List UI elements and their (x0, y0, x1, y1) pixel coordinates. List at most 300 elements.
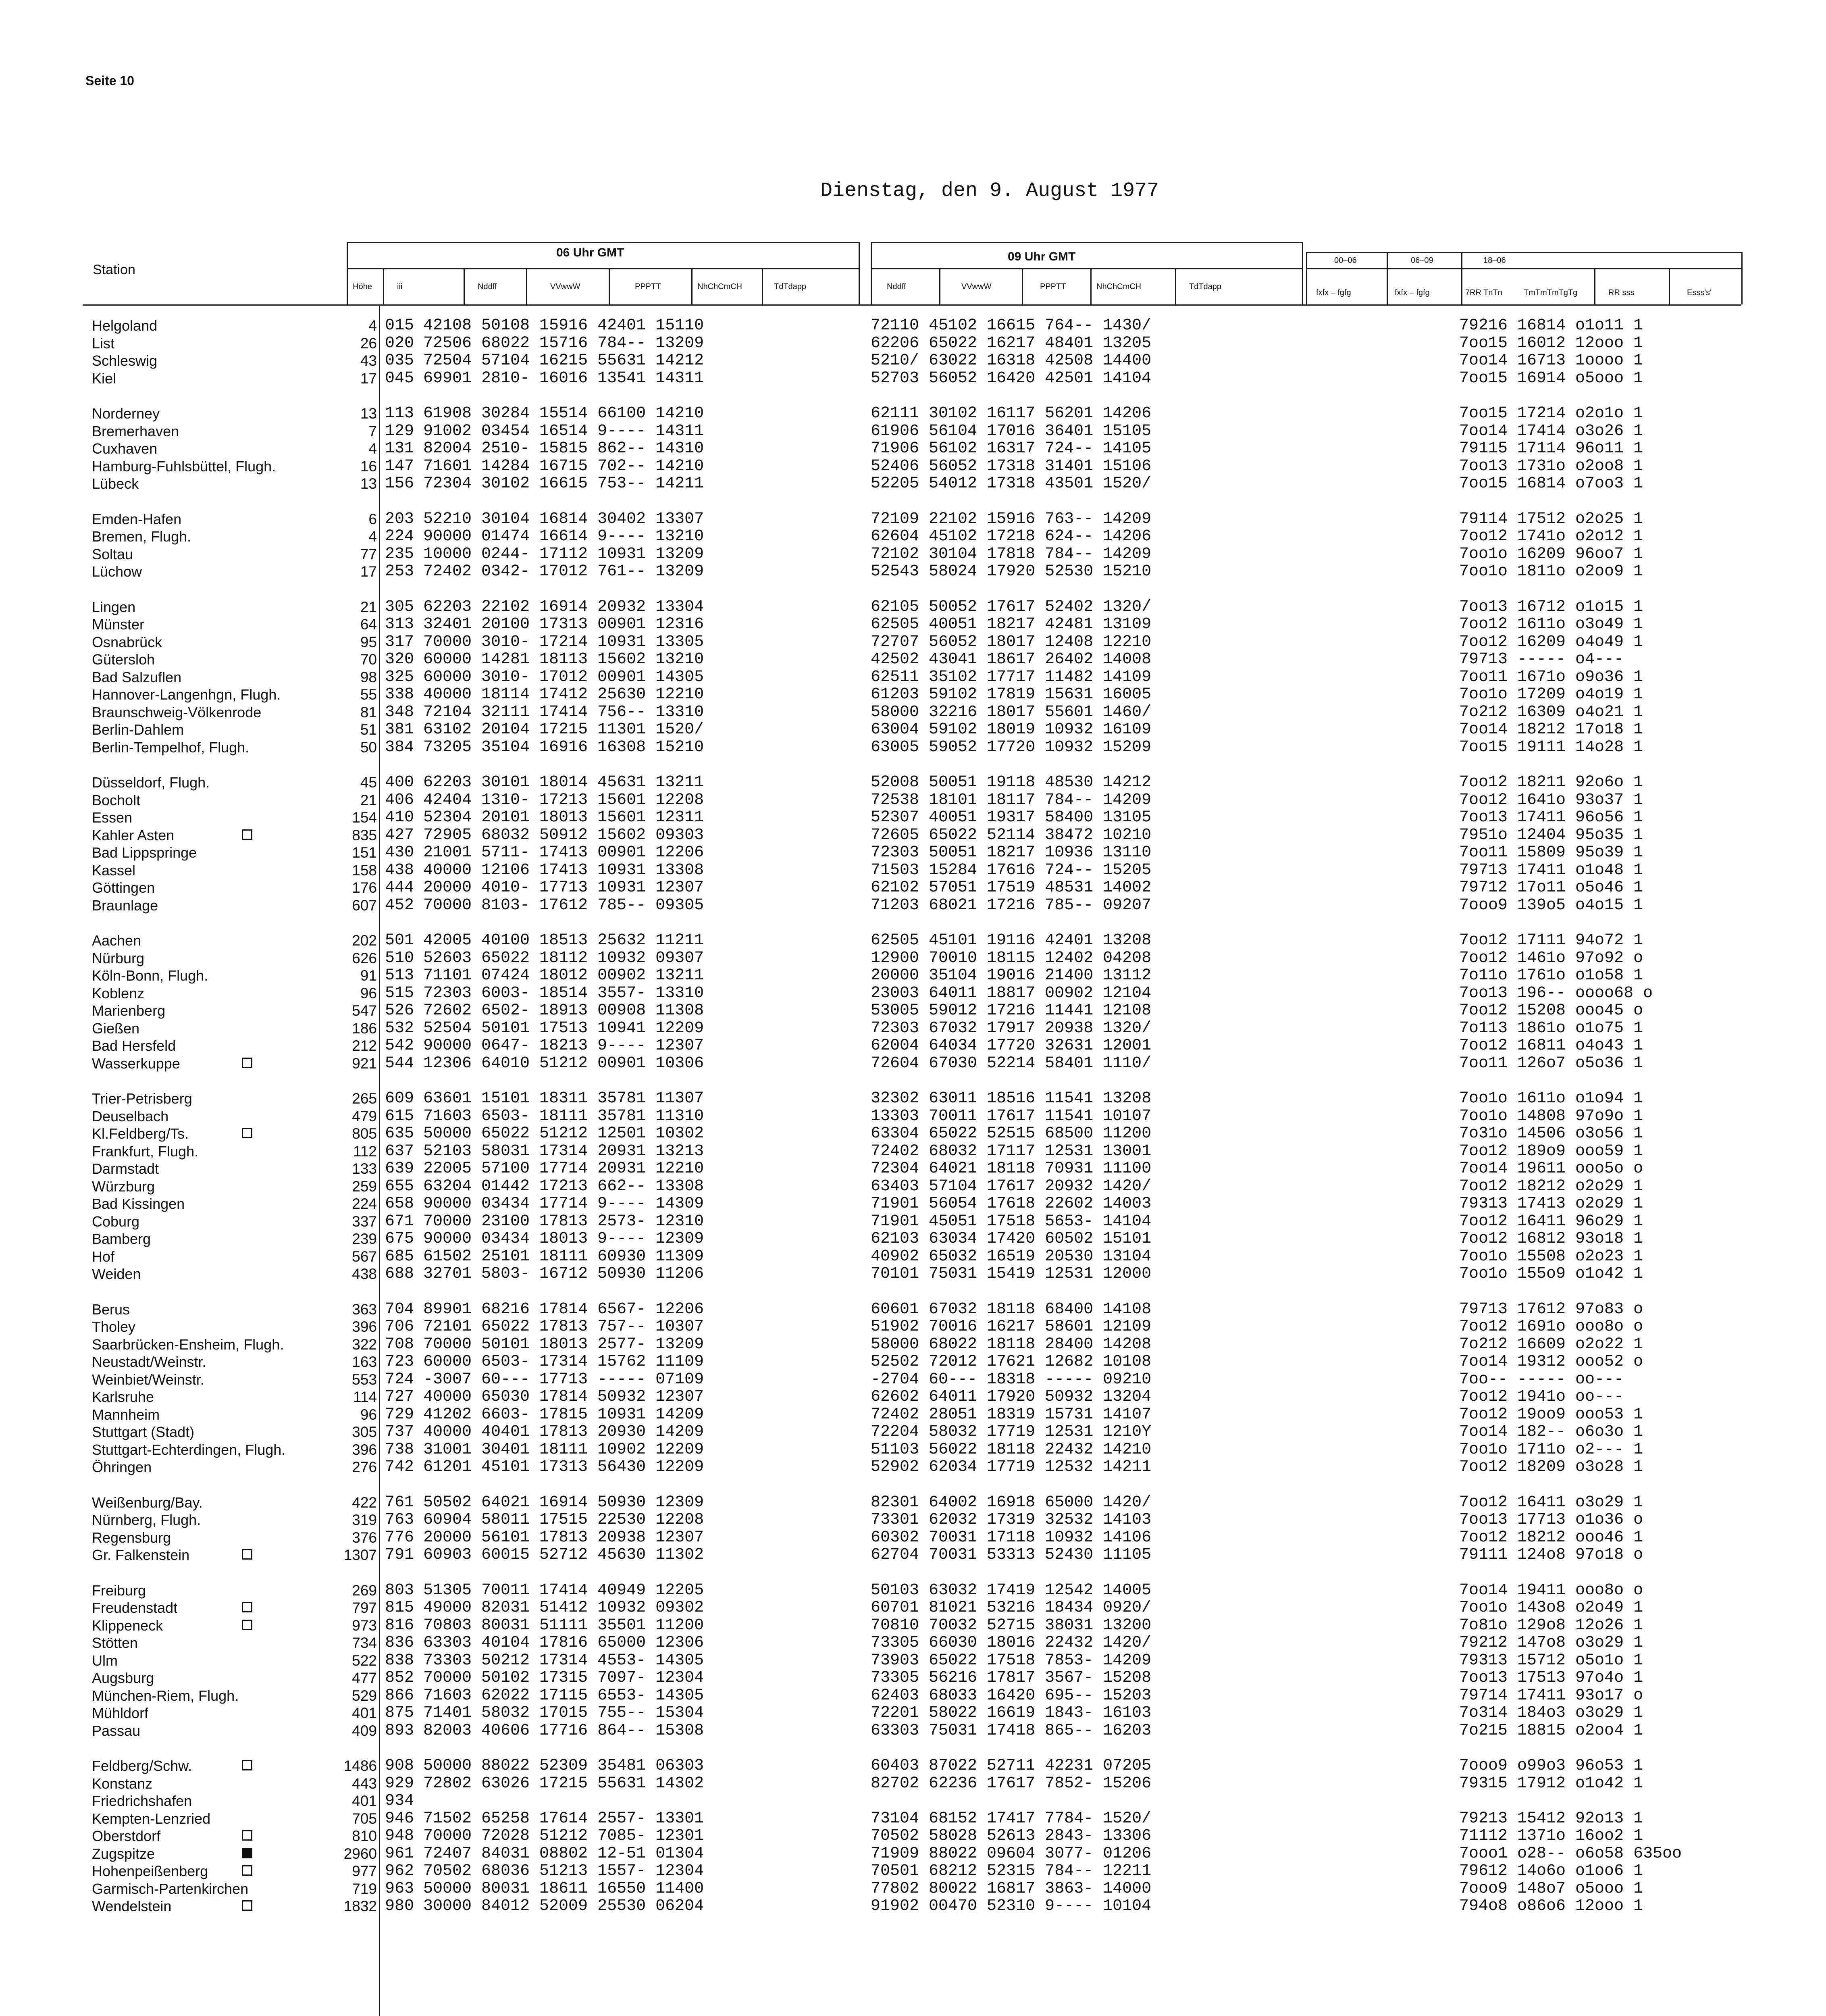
station-id: 203 (385, 510, 414, 528)
table-row (0, 439, 1826, 458)
station-name: Tholey (92, 1318, 136, 1335)
obs-09: 73104 68152 17417 7784- 1520/ (871, 1809, 1152, 1828)
obs-09: 62103 63034 17420 60502 15101 (871, 1230, 1152, 1248)
station-name: Hohenpeißenberg (92, 1863, 208, 1879)
table-row (0, 1406, 1826, 1424)
station-id: 658 (385, 1195, 414, 1213)
obs-06: 52210 30104 16814 30402 13307 (423, 510, 704, 528)
station-height: 45 (360, 774, 377, 791)
table-row (0, 1019, 1826, 1037)
station-height: 529 (352, 1687, 377, 1704)
station-id: 763 (385, 1511, 414, 1529)
obs-09: 60302 70031 17118 10932 14106 (871, 1528, 1152, 1547)
obs-06: 82004 2510- 15815 862-- 14310 (423, 439, 704, 458)
station-height: 176 (352, 879, 377, 896)
table-row (0, 1827, 1826, 1845)
table-row (0, 1774, 1826, 1793)
station-height: 43 (360, 352, 377, 369)
table-row (0, 773, 1826, 791)
station-height: 401 (352, 1705, 377, 1721)
table-row (0, 1054, 1826, 1073)
station-height: 810 (352, 1828, 377, 1844)
table-row (0, 1248, 1826, 1266)
obs-summary: 7oo12 1741o o2o12 1 (1459, 527, 1643, 546)
table-row (0, 1493, 1826, 1512)
square-icon (242, 1830, 252, 1841)
obs-09: 71901 45051 17518 5653- 14104 (871, 1212, 1152, 1231)
table-row (0, 896, 1826, 914)
station-id: 020 (385, 334, 414, 352)
obs-06: 71601 14284 16715 702-- 14210 (423, 457, 704, 475)
station-name: Hof (92, 1248, 115, 1265)
station-name: Zugspitze (92, 1845, 155, 1862)
table-row (0, 1687, 1826, 1705)
station-height: 7 (368, 423, 377, 439)
station-height: 835 (352, 827, 377, 843)
station-id: 934 (385, 1792, 414, 1810)
obs-summary: 79111 124o8 97o18 o (1459, 1546, 1643, 1564)
col-hoehe: Höhe (353, 282, 372, 291)
obs-06: 72101 65022 17813 757-- 10307 (423, 1318, 704, 1336)
station-name: Lüchow (92, 563, 142, 580)
obs-summary: 7oo1o 14808 97o9o 1 (1459, 1107, 1643, 1125)
station-id: 724 (385, 1370, 414, 1389)
obs-09: 72110 45102 16615 764-- 1430/ (871, 317, 1152, 335)
obs-06: 72303 6003- 18514 3557- 13310 (423, 984, 704, 1002)
obs-09: 63303 75031 17418 865-- 16203 (871, 1721, 1152, 1740)
station-name: Bad Kissingen (92, 1195, 185, 1212)
obs-09: 58000 32216 18017 55601 1460/ (871, 703, 1152, 721)
table-row (0, 1195, 1826, 1213)
station-id: 929 (385, 1774, 414, 1793)
station-height: 64 (360, 616, 377, 633)
station-name: Nürnberg, Flugh. (92, 1512, 201, 1528)
station-height: 1832 (343, 1898, 377, 1914)
obs-06: 72602 6502- 18913 00908 11308 (423, 1002, 704, 1020)
station-name: Saarbrücken-Ensheim, Flugh. (92, 1336, 284, 1353)
obs-summary: 7oo1o 155o9 o1o42 1 (1459, 1265, 1643, 1283)
obs-06: 60000 14281 18113 15602 13210 (423, 650, 704, 669)
station-height: 805 (352, 1125, 377, 1142)
station-id: 430 (385, 843, 414, 862)
table-row (0, 1177, 1826, 1195)
obs-06: 41202 6603- 17815 10931 14209 (423, 1405, 704, 1424)
station-height: 797 (352, 1599, 377, 1616)
station-height: 13 (360, 405, 377, 422)
obs-09: 73305 66030 18016 22432 1420/ (871, 1634, 1152, 1652)
obs-06: 20000 56101 17813 20938 12307 (423, 1528, 704, 1547)
obs-06: 60000 3010- 17012 00901 14305 (423, 668, 704, 686)
sub-fxfx-1: fxfx – fgfg (1316, 288, 1351, 297)
obs-summary: 7oo12 16411 o3o29 1 (1459, 1493, 1643, 1512)
station-height: 705 (352, 1810, 377, 1827)
obs-06: 72104 32111 17414 756-- 13310 (423, 703, 704, 721)
station-id: 253 (385, 562, 414, 581)
obs-06: 71603 62022 17115 6553- 14305 (423, 1686, 704, 1705)
table-row (0, 1581, 1826, 1599)
table-row (0, 1704, 1826, 1722)
station-name: Weißenburg/Bay. (92, 1494, 203, 1511)
station-height: 98 (360, 669, 377, 685)
table-row (0, 598, 1826, 616)
obs-06: 72802 63026 17215 55631 14302 (423, 1774, 704, 1793)
obs-06: 63102 20104 17215 11301 1520/ (423, 721, 704, 739)
station-id: 526 (385, 1002, 414, 1020)
table-row (0, 562, 1826, 581)
obs-09: 12900 70010 18115 12402 04208 (871, 949, 1152, 967)
station-id: 962 (385, 1862, 414, 1880)
obs-summary: 7oo12 1611o o3o49 1 (1459, 615, 1643, 633)
table-row (0, 879, 1826, 897)
obs-06: 51305 70011 17414 40949 12205 (423, 1581, 704, 1599)
obs-09: 62604 45102 17218 624-- 14206 (871, 527, 1152, 546)
station-height: 154 (352, 809, 377, 826)
obs-summary: 7oo12 1641o 93o37 1 (1459, 791, 1643, 809)
obs-09: 72538 18101 18117 784-- 14209 (871, 791, 1152, 809)
obs-06: 70000 8103- 17612 785-- 09305 (423, 896, 704, 914)
station-name: Düsseldorf, Flugh. (92, 774, 210, 791)
obs-summary: 7o113 1861o o1o75 1 (1459, 1019, 1643, 1037)
obs-summary: 7oo1o 15508 o2o23 1 (1459, 1247, 1643, 1266)
obs-09: 62602 64011 17920 50932 13204 (871, 1388, 1152, 1406)
obs-09: 73305 56216 17817 3567- 15208 (871, 1669, 1152, 1687)
obs-09: 72707 56052 18017 12408 12210 (871, 633, 1152, 651)
obs-summary: 7oo13 17411 96o56 1 (1459, 808, 1643, 827)
station-height: 547 (352, 1002, 377, 1019)
table-row (0, 721, 1826, 739)
station-name: Cuxhaven (92, 440, 158, 457)
station-height: 133 (352, 1160, 377, 1177)
station-id: 406 (385, 791, 414, 809)
obs-06: 82003 40606 17716 864-- 15308 (423, 1721, 704, 1740)
table-row (0, 1212, 1826, 1231)
station-height: 4 (368, 317, 377, 334)
station-name: Bocholt (92, 791, 141, 808)
obs-09: 42502 43041 18617 26402 14008 (871, 650, 1152, 669)
station-height: 719 (352, 1880, 377, 1897)
station-name: Lingen (92, 598, 136, 615)
obs-09: 72201 58022 16619 1843- 16103 (871, 1704, 1152, 1722)
obs-09: 40902 65032 16519 20530 13104 (871, 1247, 1152, 1266)
station-name: Mühldorf (92, 1705, 149, 1721)
station-id: 381 (385, 721, 414, 739)
obs-summary: 7oo14 19411 ooo8o o (1459, 1581, 1643, 1599)
obs-summary: 79313 17413 o2o29 1 (1459, 1195, 1643, 1213)
station-height: 224 (352, 1195, 377, 1212)
table-row (0, 1423, 1826, 1441)
obs-summary: 7oo12 19oo9 ooo53 1 (1459, 1405, 1643, 1424)
station-id: 963 (385, 1879, 414, 1898)
station-height: 21 (360, 598, 377, 615)
station-height: 96 (360, 985, 377, 1002)
station-header: Station (93, 262, 135, 277)
station-height: 17 (360, 563, 377, 580)
station-height: 973 (352, 1617, 377, 1634)
station-name: Gütersloh (92, 651, 155, 668)
station-name: Berus (92, 1301, 130, 1318)
station-name: Koblenz (92, 985, 145, 1002)
table-row (0, 1634, 1826, 1652)
station-name: Kiel (92, 370, 116, 387)
station-name: Bad Hersfeld (92, 1037, 176, 1054)
obs-06: 63303 40104 17816 65000 12306 (423, 1634, 704, 1652)
obs-09: 62105 50052 17617 52402 1320/ (871, 598, 1152, 616)
obs-09: 5210/ 63022 16318 42508 14400 (871, 352, 1152, 370)
col-nhchcmch-09: NhChCmCH (1096, 282, 1142, 291)
obs-summary: 7oo15 16012 12ooo 1 (1459, 334, 1643, 352)
station-id: 400 (385, 773, 414, 791)
table-row (0, 826, 1826, 844)
station-id: 320 (385, 650, 414, 669)
obs-summary: 7oo12 18212 o2o29 1 (1459, 1177, 1643, 1195)
obs-summary: 7oo12 189o9 ooo59 1 (1459, 1142, 1643, 1160)
station-height: 322 (352, 1336, 377, 1353)
station-name: Bremerhaven (92, 423, 179, 439)
table-row (0, 1669, 1826, 1687)
obs-09: 63304 65022 52515 68500 11200 (871, 1125, 1152, 1143)
station-height: 163 (352, 1354, 377, 1370)
obs-06: 52103 58031 17314 20931 13213 (423, 1142, 704, 1160)
station-id: 761 (385, 1493, 414, 1512)
obs-09: 63004 59102 18019 10932 16109 (871, 721, 1152, 739)
station-name: Bamberg (92, 1231, 151, 1247)
obs-06: 40000 18114 17412 25630 12210 (423, 685, 704, 704)
table-row (0, 475, 1826, 493)
obs-summary: 7oo13 16712 o1o15 1 (1459, 598, 1643, 616)
table-row (0, 791, 1826, 809)
station-id: 147 (385, 457, 414, 475)
station-name: Freiburg (92, 1582, 146, 1599)
square-icon (242, 1865, 252, 1876)
station-id: 452 (385, 896, 414, 914)
station-id: 515 (385, 984, 414, 1002)
station-name: Braunschweig-Völkenrode (92, 704, 262, 721)
obs-09: 62102 57051 17519 48531 14002 (871, 879, 1152, 897)
obs-09: 72109 22102 15916 763-- 14209 (871, 510, 1152, 528)
table-row (0, 1652, 1826, 1670)
table-row (0, 738, 1826, 756)
obs-09: 52406 56052 17318 31401 15106 (871, 457, 1152, 475)
col-tdtdapp-09: TdTdapp (1189, 282, 1222, 291)
obs-09: 50103 63032 17419 12542 14005 (871, 1581, 1152, 1599)
obs-summary: 79313 15712 o5o1o 1 (1459, 1651, 1643, 1670)
obs-09: 52902 62034 17719 12532 14211 (871, 1458, 1152, 1476)
station-name: Kl.Feldberg/Ts. (92, 1125, 189, 1142)
obs-09: 62505 40051 18217 42481 13109 (871, 615, 1152, 633)
station-id: 544 (385, 1054, 414, 1073)
station-height: 477 (352, 1670, 377, 1686)
table-row (0, 1792, 1826, 1810)
table-row (0, 1335, 1826, 1354)
station-height: 734 (352, 1635, 377, 1651)
obs-09: 72402 68032 17117 12531 13001 (871, 1142, 1152, 1160)
station-id: 637 (385, 1142, 414, 1160)
station-id: 776 (385, 1528, 414, 1547)
obs-09: 73301 62032 17319 32532 14103 (871, 1511, 1152, 1529)
obs-06: 72407 84031 08802 12-51 01304 (423, 1844, 704, 1863)
station-id: 838 (385, 1651, 414, 1670)
obs-06: 60000 6503- 17314 15762 11109 (423, 1353, 704, 1371)
obs-06: 89901 68216 17814 6567- 12206 (423, 1300, 704, 1318)
obs-09: 20000 35104 19016 21400 13112 (871, 966, 1152, 985)
station-id: 815 (385, 1599, 414, 1617)
station-height: 409 (352, 1722, 377, 1739)
station-name: Emden-Hafen (92, 510, 182, 527)
obs-summary: 79114 17512 o2o25 1 (1459, 510, 1643, 528)
obs-06: 50000 80031 18611 16550 11400 (423, 1879, 704, 1898)
obs-09: 63403 57104 17617 20932 1420/ (871, 1177, 1152, 1195)
station-id: 325 (385, 668, 414, 686)
station-height: 21 (360, 791, 377, 808)
station-id: 742 (385, 1458, 414, 1476)
station-name: Helgoland (92, 317, 158, 334)
station-name: Hannover-Langenhgn, Flugh. (92, 686, 281, 703)
station-height: 50 (360, 739, 377, 756)
square-icon (242, 1760, 252, 1770)
obs-09: 52703 56052 16420 42501 14104 (871, 369, 1152, 387)
station-id: 384 (385, 738, 414, 756)
obs-summary: 7o81o 129o8 12o26 1 (1459, 1616, 1643, 1635)
station-name: Nürburg (92, 950, 145, 966)
station-name: Gr. Falkenstein (92, 1547, 190, 1563)
table-row (0, 1318, 1826, 1336)
obs-06: 50000 65022 51212 12501 10302 (423, 1125, 704, 1143)
obs-09: 62111 30102 16117 56201 14206 (871, 404, 1152, 423)
station-id: 738 (385, 1440, 414, 1459)
station-name: Passau (92, 1722, 141, 1739)
obs-09: -2704 60--- 18318 ----- 09210 (871, 1370, 1152, 1389)
col-pppt-06: PPPTT (635, 282, 661, 291)
table-row (0, 317, 1826, 335)
obs-09: 72304 64021 18118 70931 11100 (871, 1160, 1152, 1178)
obs-09: 60701 81021 53216 18434 0920/ (871, 1599, 1152, 1617)
table-row (0, 966, 1826, 985)
obs-06: 71502 65258 17614 2557- 13301 (423, 1809, 704, 1828)
station-id: 836 (385, 1634, 414, 1652)
station-height: 96 (360, 1406, 377, 1423)
obs-summary: 7oo12 16811 o4o43 1 (1459, 1037, 1643, 1055)
station-id: 045 (385, 369, 414, 387)
station-height: 438 (352, 1266, 377, 1282)
table-row (0, 1529, 1826, 1547)
station-id: 737 (385, 1423, 414, 1441)
station-height: 265 (352, 1090, 377, 1107)
obs-summary: 7oo15 16814 o7oo3 1 (1459, 475, 1643, 493)
obs-09: 58000 68022 18118 28400 14208 (871, 1335, 1152, 1354)
station-id: 532 (385, 1019, 414, 1037)
obs-summary: 7oo13 17713 o1o36 o (1459, 1511, 1643, 1529)
station-id: 961 (385, 1844, 414, 1863)
sub-rr-tntn: 7RR TnTn (1465, 288, 1502, 297)
obs-06: 72504 57104 16215 55631 14212 (423, 352, 704, 370)
station-name: Münster (92, 616, 145, 633)
col-nddff-09: Nddff (887, 282, 906, 291)
table-row (0, 1441, 1826, 1459)
station-height: 443 (352, 1775, 377, 1792)
obs-09: 60601 67032 18118 68400 14108 (871, 1300, 1152, 1318)
obs-06: 40000 40401 17813 20930 14209 (423, 1423, 704, 1441)
table-row (0, 1230, 1826, 1248)
obs-summary: 71112 1371o 16oo2 1 (1459, 1827, 1643, 1845)
obs-summary: 7oo13 196-- oooo68 o (1459, 984, 1653, 1002)
obs-summary: 7oo1o 17209 o4o19 1 (1459, 685, 1643, 704)
station-name: Göttingen (92, 879, 155, 896)
station-id: 313 (385, 615, 414, 633)
station-name: Schleswig (92, 352, 158, 369)
table-row (0, 1599, 1826, 1617)
station-height: 1307 (343, 1547, 377, 1563)
obs-summary: 7oo14 19312 ooo52 o (1459, 1353, 1643, 1371)
table-row (0, 404, 1826, 423)
table-row (0, 1037, 1826, 1055)
station-height: 977 (352, 1863, 377, 1879)
obs-09: 52307 40051 19317 58400 13105 (871, 808, 1152, 827)
station-name: List (92, 335, 115, 352)
obs-summary: 7oo12 1691o ooo8o o (1459, 1318, 1643, 1336)
station-id: 635 (385, 1125, 414, 1143)
station-id: 948 (385, 1827, 414, 1845)
obs-summary: 7oo-- ----- oo--- (1459, 1370, 1634, 1389)
square-icon (242, 1900, 252, 1911)
obs-09: 62004 64034 17720 32631 12001 (871, 1037, 1152, 1055)
station-name: Darmstadt (92, 1160, 159, 1177)
col-tdtdapp-06: TdTdapp (774, 282, 807, 291)
obs-summary: 7oo15 19111 14o28 1 (1459, 738, 1643, 756)
obs-06: 32701 5803- 16712 50930 11206 (423, 1265, 704, 1283)
table-row (0, 1458, 1826, 1476)
obs-summary: 7oo12 17111 94o72 1 (1459, 931, 1643, 950)
station-name: Marienberg (92, 1002, 166, 1019)
obs-06: 70000 72028 51212 7085- 12301 (423, 1827, 704, 1845)
obs-summary: 794o8 o86o6 12ooo 1 (1459, 1897, 1643, 1915)
period-00-06: 00–06 (1334, 256, 1357, 265)
period-06-09: 06–09 (1411, 256, 1433, 265)
station-height: 6 (368, 510, 377, 527)
obs-06: 42005 40100 18513 25632 11211 (423, 931, 704, 950)
obs-summary: 7oo14 16713 1oooo 1 (1459, 352, 1643, 370)
station-id: 706 (385, 1318, 414, 1336)
obs-summary: 7oo12 1941o oo--- (1459, 1388, 1634, 1406)
obs-09: 52502 72012 17621 12682 10108 (871, 1353, 1152, 1371)
table-row (0, 1810, 1826, 1828)
table-row (0, 545, 1826, 563)
station-name: Weinbiet/Weinstr. (92, 1371, 204, 1388)
obs-06: 71101 07424 18012 00902 13211 (423, 966, 704, 985)
station-height: 626 (352, 950, 377, 966)
station-id: 510 (385, 949, 414, 967)
obs-summary: 79213 15412 92o13 1 (1459, 1809, 1643, 1828)
page-date: Dienstag, den 9. August 1977 (820, 179, 1159, 202)
obs-summary: 79712 17o11 o5o46 1 (1459, 879, 1643, 897)
obs-09: 61906 56104 17016 36401 15105 (871, 422, 1152, 440)
station-id: 501 (385, 931, 414, 950)
obs-06: 10000 0244- 17112 10931 13209 (423, 545, 704, 563)
station-id: 444 (385, 879, 414, 897)
table-row (0, 1160, 1826, 1178)
station-name: Aachen (92, 932, 141, 949)
table-row (0, 1142, 1826, 1160)
col-nhchcmch-06: NhChCmCH (697, 282, 742, 291)
station-height: 202 (352, 932, 377, 949)
table-row (0, 1370, 1826, 1389)
station-height: 16 (360, 458, 377, 475)
obs-06: 52603 65022 18112 10932 09307 (423, 949, 704, 967)
obs-09: 62511 35102 17717 11482 14109 (871, 668, 1152, 686)
obs-09: 70501 68212 52315 784-- 12211 (871, 1862, 1152, 1880)
obs-06: 91002 03454 16514 9---- 14311 (423, 422, 704, 440)
obs-summary: 7o31o 14506 o3o56 1 (1459, 1125, 1643, 1143)
station-id: 338 (385, 685, 414, 704)
